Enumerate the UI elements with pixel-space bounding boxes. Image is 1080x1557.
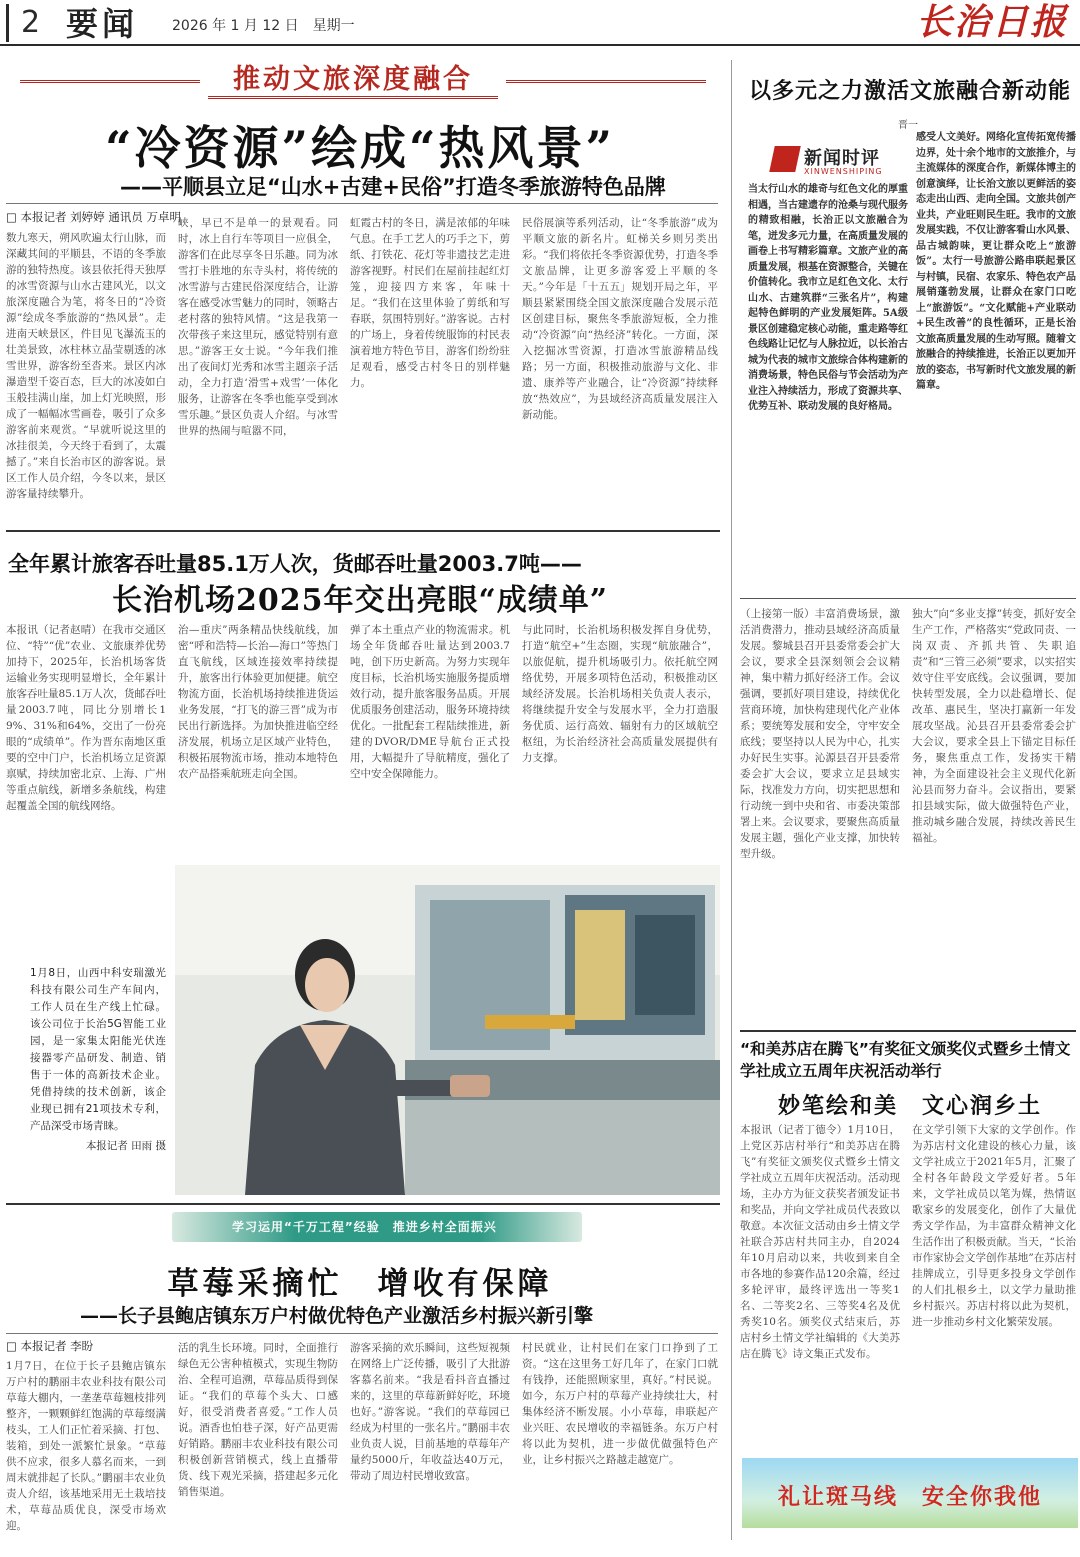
column-logo-mark (769, 146, 801, 172)
article1-body-col4: 民俗展演等系列活动，让“冬季旅游”成为平顺文旅的新名片。虹梯关乡则另类出彩。“我们将依托冬季资源优势，打造冬季文旅品牌，让更多游客爱上平顺的冬天。”今年是「十五五」规划开局之年，平顺县紧紧围绕全国文旅深度融合发展示范区创建目标，聚焦冬季旅游短板，全力推动“冷资源”向“热经济”转化。一方面，深入挖掘冰雪资源，打造冰雪旅游精品线路；另一方面，积极推动旅游与文化、非遗、康养等产业融合，让“冷资源”持续释放“热效应”，为县域经济高质量发展注入新动能。 (522, 217, 718, 421)
article2-headline: 长治机场2025年交出亮眼“成绩单” (111, 583, 608, 618)
article4-body-col3: 游客采摘的欢乐瞬间，这些短视频在网络上广泛传播，吸引了大批游客慕名前来。“我是看抖音直播过来的，这里的草莓新鲜好吃，环境也好。”游客说。“我们的草莓园已经成为村里的一张名片。”鹏丽丰农业负责人说，目前基地的草莓年产量约5000斤，年收益达40万元，带动了周边村民增收致富。 (350, 1342, 510, 1482)
column-logo (772, 142, 918, 180)
column-logo-text: 新闻时评 (804, 148, 880, 169)
article4-body-col2: 活的乳生长环境。同时，全面推行绿色无公害种植模式，实现生物防治、全程可追溯，草莓品质得到保证。“我们的草莓个头大、口感好，很受消费者喜爱。”工作人员说。酒香也怕巷子深，好产品更需好销路。鹏丽丰农业科技有限公司积极创新营销模式，线上直播带货、线下观光采摘，搭建起多元化销售渠道。 (178, 1342, 338, 1498)
paper-logo: 长治日报 (915, 1, 1068, 43)
article3-subheadline: 妙笔绘和美 文心润乡土 (777, 1094, 1042, 1119)
rural-revitalization-banner-text: 学习运用“千万工程”经验 推进乡村全面振兴 (232, 1220, 497, 1234)
commentary-box (744, 64, 1076, 594)
commentary-body-col2: 感受人文美好。网络化宣传拓宽传播边界，处十余个地市的文旅推介，与主流媒体的深度合作，新媒体博主的创意演绎，让长治文旅以更鲜活的姿态走出山西、走向全国。文旅共创产业共，产业旺则民生旺。我市的文旅发展实践，不仅让游客看山水风景、品古城韵味，更让群众吃上“旅游饭”。太行一号旅游公路串联起景区与村镇，民宿、农家乐、特色农产品展销蓬勃发展，让群众在家门口吃上“旅游饭”。“文化赋能+产业联动+民生改善”的良性循环，正是长治文旅高质量发展的生动写照。随着文旅融合的持续推进，长治正以更加开放的姿态，书写新时代文旅发展的新篇章。 (916, 132, 1076, 391)
article2-body-col1: 本报讯（记者赵晴）在我市交通区位、“特”“优”农业、文旅康养优势加持下，2025年，长治机场客货运输业务实现明显增长，全年累计旅客吞吐量85.1万人次，货邮吞吐量2003.7吨，同比分别增长19%、31%和64%，交出了一份亮眼的“成绩单”。作为晋东南地区重要的空中门户，长治机场立足资源禀赋，持续加密北京、上海、广州等重点航线，新增多条航线，构建起覆盖全国的航线网络。 (6, 624, 166, 812)
factory-photo (175, 865, 720, 1195)
banner-rule-left (20, 80, 200, 83)
page-number: 2 (6, 4, 40, 42)
article2-kicker: 全年累计旅客吞吐量85.1万人次，货邮吞吐量2003.7吨—— (8, 552, 582, 576)
column-logo-pinyin: XINWENSHIPING (804, 167, 883, 176)
continuation-body-col2: 独大”向“多业支撑”转变，抓好安全生产工作，严格落实“党政同责、一岗双责、齐抓共管、失职追责”和“三管三必须”要求，以实招实效守住平安底线。会议强调，要加快转型发展，全力以赴稳增长、促改革、惠民生，坚决打赢新一年发展攻坚战。沁县召开县委常委会扩大会议，要求全县上下锚定目标任务，聚焦重点工作，发扬实干精神，为全面建设社会主义现代化新沁县而努力奋斗。会议指出，要紧扣县域实际，做大做强特色产业，推动城乡融合发展，持续改善民生福祉。 (912, 608, 1076, 844)
banner-rule-right (506, 80, 706, 83)
traffic-safety-ad (742, 1458, 1078, 1528)
article1-rule (6, 203, 718, 204)
article1-body-col3: 虹霞古村的冬日，满是浓郁的年味气息。在手工艺人的巧手之下，剪纸、打铁花、花灯等非遗技艺走进游客视野。村民们在屋前挂起红灯笼，迎接四方来客，年味十足。“我们在这里体验了剪纸和写春联，氛围特别好。”游客说。古村的广场上，身着传统服饰的村民表演着地方特色节目，游客们纷纷驻足观看，感受古村冬日的别样魅力。 (350, 217, 510, 389)
article2-bottom-rule (6, 1203, 720, 1205)
commentary-title: 以多元之力激活文旅融合新动能 (748, 79, 1071, 104)
article3-headline: “和美苏店在腾飞”有奖征文颁奖仪式暨乡土情文学社成立五周年庆祝活动举行 (740, 1040, 1071, 1080)
traffic-safety-ad-slogan: 礼让斑马线 安全你我他 (777, 1485, 1042, 1510)
article3-body-col2: 在文学引领下大家的文学创作。作为苏店村文化建设的核心力量，该文学社成立于2021年5月，汇聚了全村各年龄段文学爱好者。5年来，文学社成员以笔为媒，热情讴歌家乡的发展变化，创作了大量优秀文学作品，为丰富群众精神文化生活作出了积极贡献。当天，“长治市作家协会文学创作基地”在苏店村挂牌成立，引导更多投身文学创作的人们扎根乡土，以文学力量助推乡村振兴。苏店村将以此为契机，进一步推动乡村文化繁荣发展。 (912, 1124, 1076, 1328)
topic-banner (208, 63, 498, 99)
factory-worker-illustration (175, 865, 720, 1195)
section-name: 要闻 (66, 5, 139, 43)
article4-body-col4: 村民就业，让村民们在家门口挣到了工资。“这在这里务工好几年了，在家门口就有钱挣，还能照顾家里，真好。”村民说。如今，东万户村的草莓产业持续壮大，村集体经济不断发展。小小草莓，串联起产业兴旺、农民增收的幸福链条。东万户村将以此为契机，进一步做优做强特色产业，让乡村振兴之路越走越宽广。 (522, 1342, 718, 1466)
issue-date: 2026 年 1 月 12 日 星期一 (172, 18, 355, 34)
article4-subheadline: ——长子县鲍店镇东万户村做优特色产业激活乡村振兴新引擎 (80, 1305, 594, 1327)
article1-body-col1: 数九寒天，朔风吹遍太行山脉，而深藏其间的平顺县，不语的冬季旅游的独特热度。该县依托得天独厚的冰雪资源与山水古建风光，以文旅深度融合为笔，将冬日的“冷资源”绘成冬季旅游的“热风景”。走进南天峡景区，件目见飞瀑流玉的壮美景致，冰柱林立晶莹剔透的冰雪世界，游客纷至沓来。景区内冰瀑造型千姿百态，巨大的冰凌如白玉般挂满山崖，加上灯光映照，形成了一幅幅冰雪画卷，吸引了众多游客前来观赏。“早就听说这里的冰挂很美，今天终于看到了，太震撼了。”来自长治市区的游客说。景区工作人员介绍，今冬以来，景区游客量持续攀升。 (6, 232, 166, 500)
article2-body-col2: 治—重庆”两条精品快线航线，加密“呼和浩特—长治—海口”等热门直飞航线，区域连接效率持续提升，旅客出行体验更加便捷。航空物流方面，长治机场持续推进货运业务发展，“打飞的游三晋”成为市民出行新选择。为加快推进临空经济发展，机场立足区域产业特色，积极拓展物流市场，推动本地特色农产品搭乘航班走向全国。 (178, 624, 338, 780)
article4-byline: □ 本报记者 李盼 (6, 1339, 94, 1353)
commentary-bottom-rule (740, 598, 1076, 599)
photo-caption: 1月8日，山西中科安瑞激光科技有限公司生产车间内，工作人员在生产线上忙碌。该公司位于长治5G智能工业园，是一家集太阳能光伏连接器零产品研发、制造、销售于一体的高新技术企业。凭借持续的技术创新，该企业现已拥有21项技术专利，产品深受市场青睐。 (30, 967, 166, 1132)
masthead (0, 0, 1080, 46)
article4-body-col1: 1月7日，在位于长子县鲍店镇东万户村的鹏丽丰农业科技有限公司草莓大棚内，一垄垄草莓翘枝排列整齐，一颗颗鲜红饱满的草莓缀满枝头，工人们正忙着采摘、打包、装箱，到处一派繁忙景象。“草莓供不应求，很多人慕名而来，一到周末就排起了长队。”鹏丽丰农业负责人介绍，该基地采用无土栽培技术，草莓品质优良，深受市场欢迎。 (6, 1360, 166, 1532)
article2-body-col4: 与此同时，长治机场积极发挥自身优势，打造“航空+”生态圈，实现“航旅融合”，以旅促航，提升机场吸引力。依托航空网络优势，开展多项特色活动，积极推动区域经济发展。长治机场相关负责人表示，将继续提升安全与发展水平，全力打造服务优质、运行高效、辐射有力的区域航空枢纽，为长治经济社会高质量发展提供有力支撑。 (522, 624, 718, 764)
rural-revitalization-banner (172, 1212, 582, 1242)
commentary-body-col1: 当太行山水的雄奇与红色文化的厚重相遇，当古建遗存的沧桑与现代服务的精致相融，长治正以文旅融合为笔，迸发多元力量，在高质量发展的画卷上书写精彩篇章。文旅产业的高质量发展，根基在资源整合，关键在价值转化。我市立足红色文化、太行山水、古建筑群“三张名片”，构建起特色鲜明的产业发展矩阵。5A级景区创建稳定核心动能，重走路等红色线路让记忆与人脉拉近，以长治古城为代表的城市文旅综合体构建新的消费场景，特色民俗与节会活动为产业注入持续活力，形成了资源共享、优势互补、联动发展的良好格局。 (748, 184, 908, 412)
article2-body-col3: 弹了本土重点产业的物流需求。机场全年货邮吞吐量达到2003.7吨，创下历史新高。为努力实现年度目标，长治机场实施服务提质增效行动，提升旅客服务品质。开展优质服务创建活动，服务环境持续优化。一批配套工程陆续推进，新建的DVOR/DME导航台正式投用，大幅提升了导航精度，强化了空中安全保障能力。 (350, 624, 510, 780)
article1-bottom-rule (6, 530, 720, 532)
page-column-divider (731, 60, 732, 1540)
article1-byline: □ 本报记者 刘婷婷 通讯员 万卓明 (6, 210, 181, 224)
article3-body-col1: 本报讯（记者丁德令）1月10日，上党区苏店村举行“和美苏店在腾飞”有奖征文颁奖仪式暨乡土情文学社成立五周年庆祝活动。活动现场，主办方为征文获奖者颁发证书和奖品，并向文学社成员代表致以敬意。本次征文活动由乡土情文学社联合苏店村共同主办，自2024年10月启动以来，共收到来自全市各地的参赛作品120余篇，经过多轮评审，最终评选出一等奖1名、二等奖2名、三等奖4名及优秀奖10名。颁奖仪式结束后，苏店村乡土情文学社编辑的《大美苏店在腾飞》诗文集正式发布。 (740, 1124, 900, 1360)
article1-subheadline: ——平顺县立足“山水+古建+民俗”打造冬季旅游特色品牌 (120, 175, 666, 199)
article1-body-col2: 峡，早已不是单一的景观看。同时，冰上自行车等项目一应俱全，游客们在此尽享冬日乐趣。同为冰雪打卡胜地的东寺头村，将传统的冰雪游与古建民俗深度结合，让游客在感受冰雪魅力的同时，领略古老村落的独特风情。“这是我第一次带孩子来这里玩，感觉特别有意思。”游客王女士说。“今年我们推出了夜间灯光秀和冰雪主题亲子活动，全力打造‘滑雪+戏雪’一体化服务，让游客在冬季也能享受到冰雪乐趣。”景区负责人介绍。与冰雪世界的热闹与喧嚣不同， (178, 217, 338, 437)
article1-headline: “冷资源”绘成“热风景” (105, 121, 615, 175)
topic-banner-text: 推动文旅深度融合 (233, 64, 473, 95)
continuation-bottom-rule (740, 1030, 1076, 1032)
continuation-body-col1: （上接第一版）丰富消费场景，激活消费潜力，推动县域经济高质量发展。黎城县召开县委常委会扩大会议，要求全县深刻领会会议精神，集中精力抓好经济工作。会议强调，要抓好项目建设，持续优化营商环境，加快构建现代化产业体系；要统筹发展和安全，守牢安全底线；要坚持以人民为中心，扎实办好民生实事。沁源县召开县委常委会扩大会议，要求立足县域实际，找准发力方向，切实把思想和行动统一到中央和省、市委决策部署上来。会议要求，要聚焦高质量发展主题，强化产业支撑，加快转型升级。 (740, 608, 900, 860)
article4-headline: 草莓采摘忙 增收有保障 (167, 1266, 553, 1302)
photo-credit: 本报记者 田雨 摄 (85, 1140, 166, 1152)
commentary-author: 晋一 (898, 120, 918, 131)
article4-rule (6, 1333, 718, 1334)
